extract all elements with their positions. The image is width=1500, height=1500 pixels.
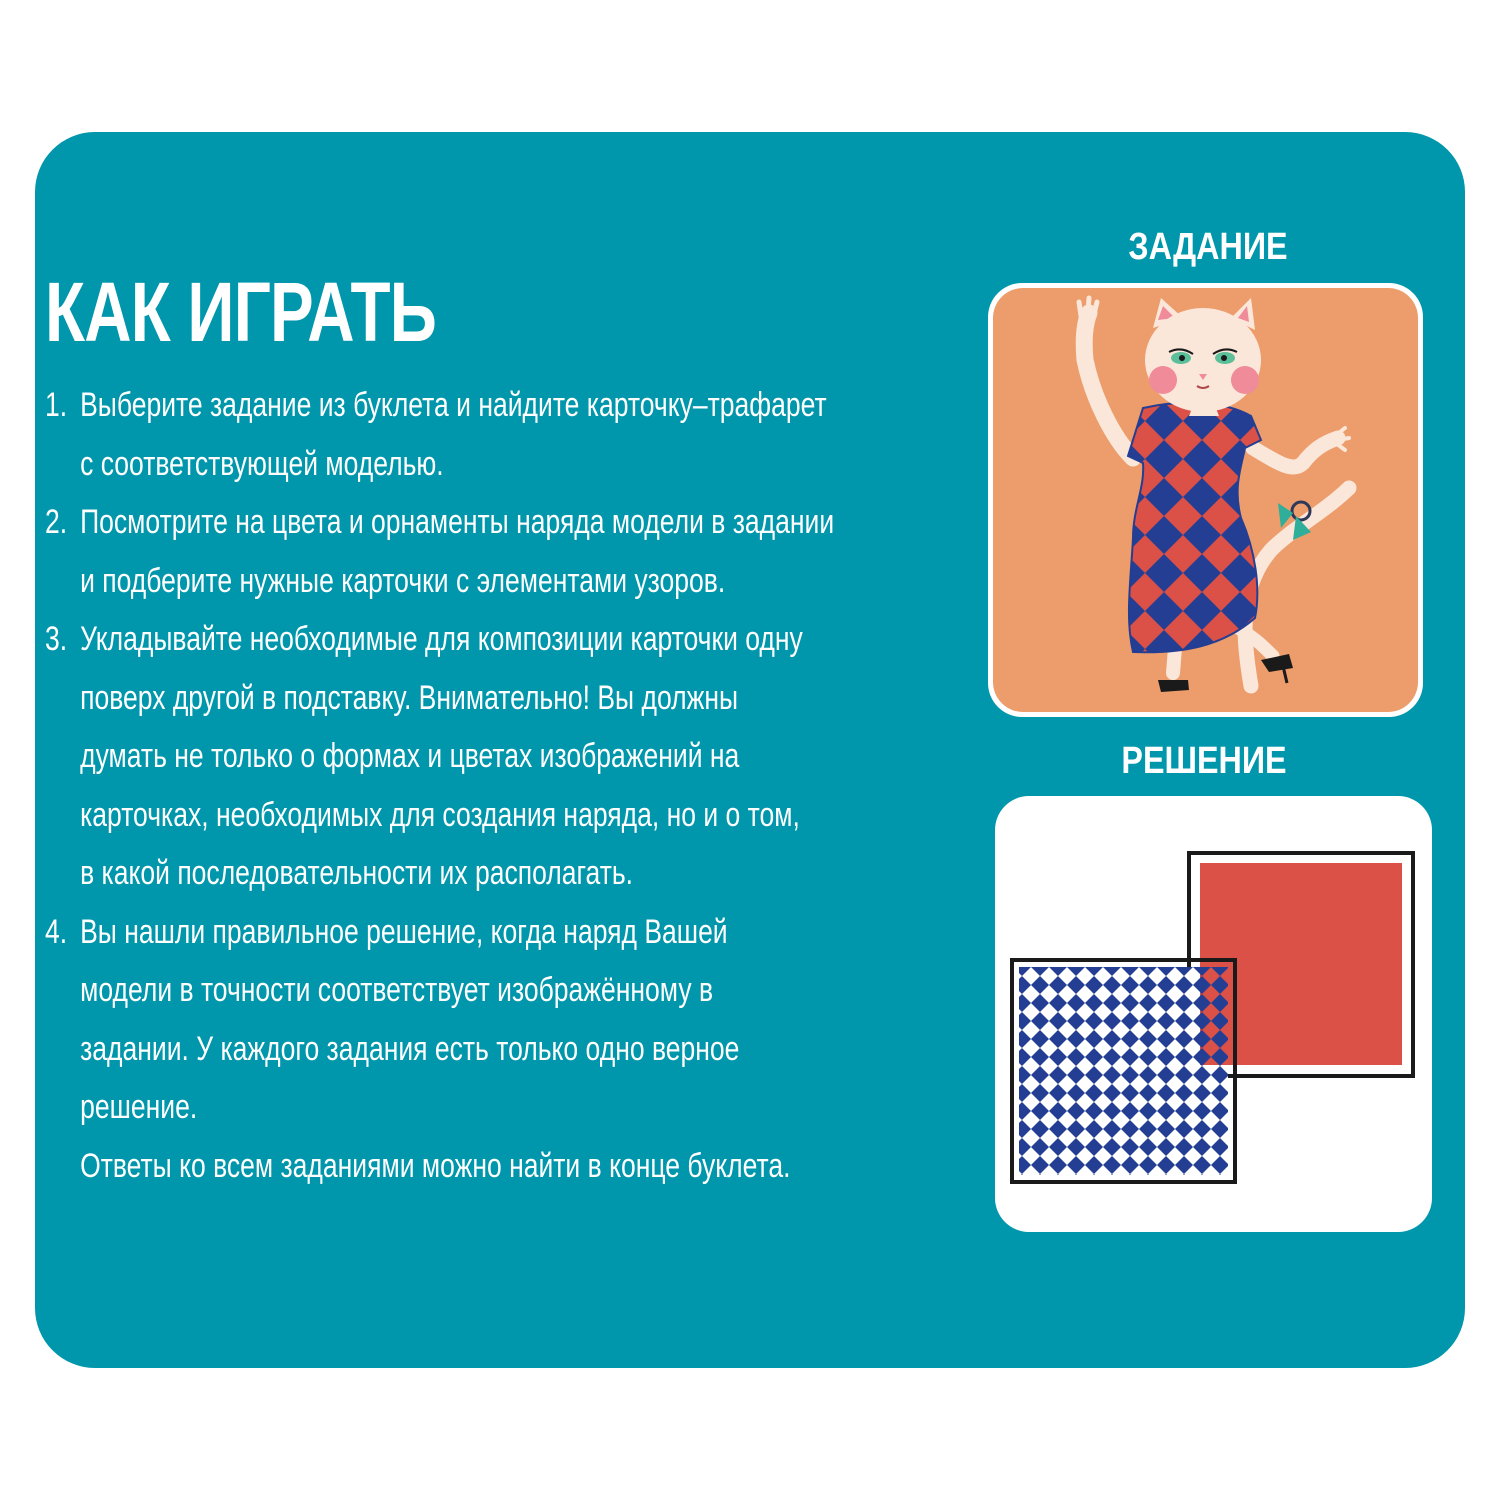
step-text-line: задании. У каждого задания есть только одно верное bbox=[80, 1029, 740, 1068]
instruction-step-1 bbox=[45, 376, 958, 493]
step-text-line: с соответствующей моделью. bbox=[80, 444, 444, 483]
step-text-line: Укладывайте необходимые для композиции карточки одну bbox=[80, 620, 803, 658]
instructions-list bbox=[45, 376, 958, 1195]
shoe bbox=[1158, 680, 1189, 692]
checkered-pattern-card bbox=[1012, 960, 1235, 1182]
step-text-line: и подберите нужные карточки с элементами узоров. bbox=[80, 561, 726, 600]
task-label: ЗАДАНИЕ bbox=[1128, 226, 1288, 268]
step-text-line: Ответы ко всем заданиями можно найти в конце буклета. bbox=[80, 1146, 791, 1185]
cat-right-arm bbox=[1253, 438, 1338, 467]
solution-illustration bbox=[995, 796, 1432, 1232]
step-text-line: думать не только о формах и цветах изображений на bbox=[80, 737, 740, 775]
step-text-line: модели в точности соответствует изображённому в bbox=[80, 971, 714, 1009]
step-number: 2. bbox=[45, 503, 68, 541]
step-text-line: решение. bbox=[80, 1088, 198, 1126]
step-number: 4. bbox=[45, 912, 68, 951]
cat-model-illustration bbox=[993, 288, 1418, 712]
task-card bbox=[988, 283, 1423, 717]
instruction-step-4 bbox=[45, 903, 958, 1196]
solution-label: РЕШЕНИЕ bbox=[1121, 740, 1287, 782]
step-text-line: поверх другой в подставку. Внимательно! Вы должны bbox=[80, 678, 739, 717]
page-title: КАК ИГРАТЬ bbox=[45, 265, 437, 359]
checkered-dress bbox=[1128, 403, 1261, 653]
step-text-line: Посмотрите на цвета и орнаменты наряда модели в задании bbox=[80, 503, 835, 541]
instruction-step-2 bbox=[45, 493, 958, 610]
step-text-line: карточках, необходимых для создания наряда, но и о том, bbox=[80, 795, 800, 834]
step-number: 1. bbox=[45, 386, 68, 424]
step-text-line: в какой последовательности их располагать. bbox=[80, 854, 634, 892]
solution-card bbox=[995, 796, 1432, 1232]
step-text-line: Выберите задание из буклета и найдите карточку–трафарет bbox=[80, 386, 827, 424]
cat-raised-arm bbox=[1084, 313, 1133, 458]
cat-head bbox=[1145, 298, 1261, 416]
task-image-area bbox=[993, 288, 1418, 712]
step-number: 3. bbox=[45, 620, 68, 658]
instruction-step-3 bbox=[45, 610, 958, 903]
step-text-line: Вы нашли правильное решение, когда наряд Вашей bbox=[80, 912, 728, 951]
